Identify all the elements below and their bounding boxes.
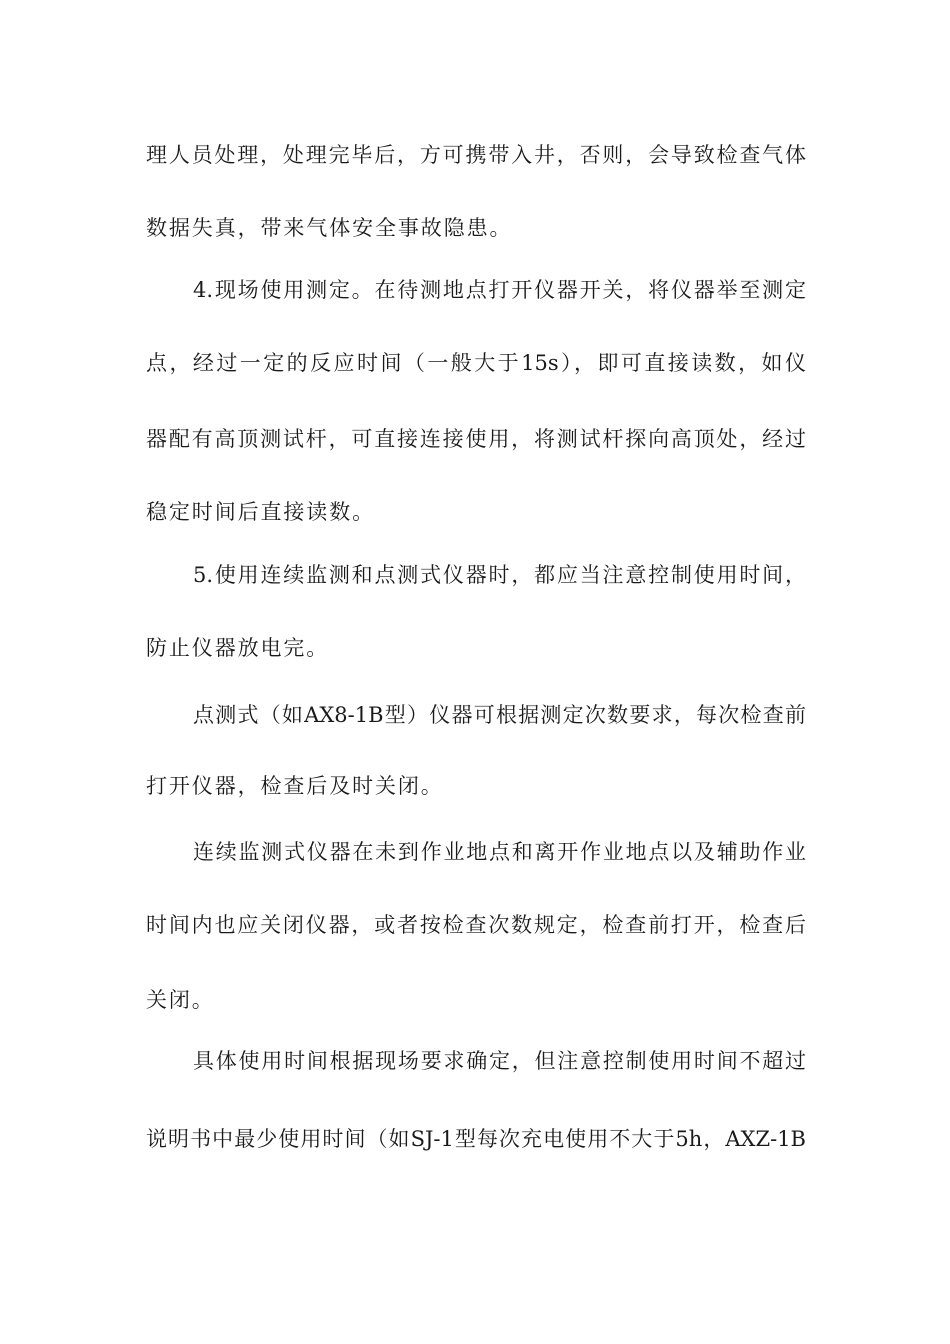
text-line: 点测式（如AX8-1B型）仪器可根据测定次数要求，每次检查前: [193, 703, 806, 727]
text-line: 具体使用时间根据现场要求确定，但注意控制使用时间不超过: [193, 1049, 806, 1073]
text-line: 说明书中最少使用时间（如SJ-1型每次充电使用不大于5h，AXZ-1B: [146, 1127, 806, 1151]
text-line: 点，经过一定的反应时间（一般大于15s），即可直接读数，如仪: [146, 351, 806, 375]
text-line: 时间内也应关闭仪器，或者按检查次数规定，检查前打开，检查后: [146, 913, 806, 937]
text-line: 数据失真，带来气体安全事故隐患。: [146, 216, 513, 240]
text-line: 器配有高顶测试杆，可直接连接使用，将测试杆探向高顶处，经过: [146, 427, 806, 451]
text-line: 防止仪器放电完。: [146, 636, 330, 660]
text-line: 4.现场使用测定。在待测地点打开仪器开关，将仪器举至测定: [193, 278, 806, 302]
text-line: 打开仪器，检查后及时关闭。: [146, 774, 444, 798]
text-line: 连续监测式仪器在未到作业地点和离开作业地点以及辅助作业: [193, 840, 806, 864]
text-line: 关闭。: [146, 988, 215, 1012]
text-line: 稳定时间后直接读数。: [146, 500, 375, 524]
text-line: 5.使用连续监测和点测式仪器时，都应当注意控制使用时间，: [193, 563, 806, 587]
text-line: 理人员处理，处理完毕后，方可携带入井，否则，会导致检查气体: [146, 143, 806, 167]
